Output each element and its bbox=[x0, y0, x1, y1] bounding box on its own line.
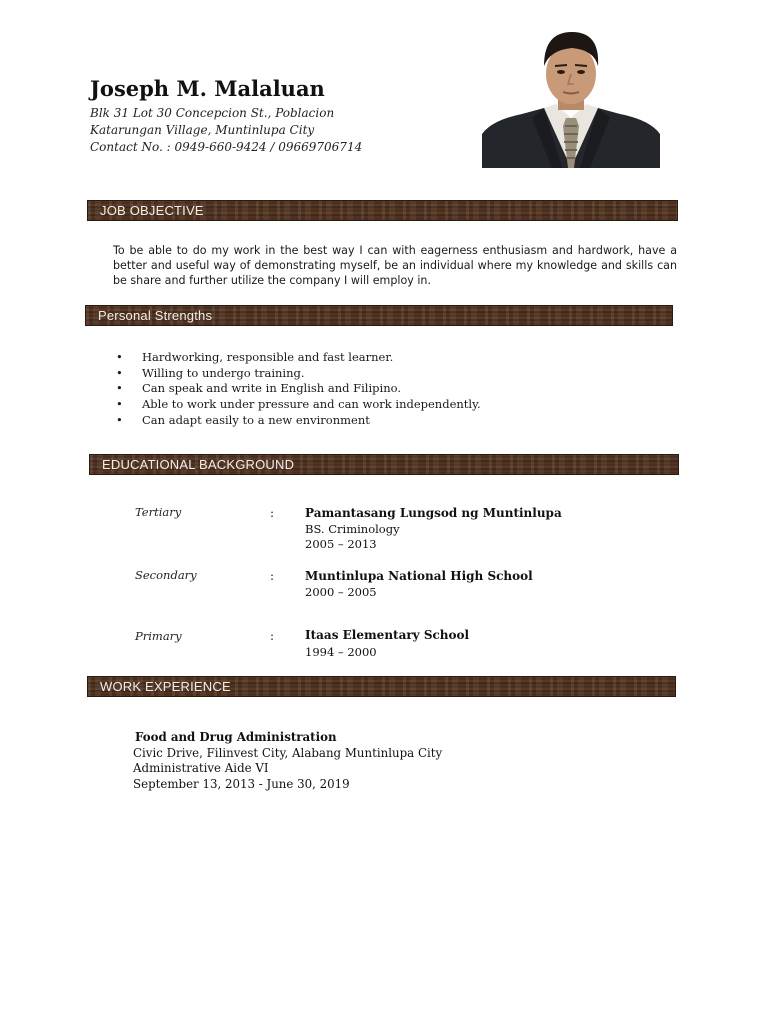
profile-photo bbox=[482, 22, 660, 168]
list-item: • Can speak and write in English and Filipino. bbox=[116, 381, 401, 396]
bullet-icon: • bbox=[116, 412, 123, 427]
edu-school-tertiary: Pamantasang Lungsod ng Muntinlupa bbox=[305, 506, 562, 520]
list-item: • Can adapt easily to a new environment bbox=[116, 412, 370, 427]
address-line-2: Katarungan Village, Muntinlupa City bbox=[90, 123, 315, 137]
section-bar-work-experience bbox=[87, 676, 676, 697]
bullet-icon: • bbox=[116, 397, 123, 412]
edu-course-tertiary: BS. Criminology bbox=[305, 522, 400, 536]
bullet-icon: • bbox=[116, 350, 123, 364]
profile-photo-illustration bbox=[482, 22, 660, 168]
edu-level-tertiary: Tertiary bbox=[135, 505, 182, 519]
edu-level-primary: Primary bbox=[135, 629, 182, 643]
section-title-educational-background: EDUCATIONAL BACKGROUND bbox=[102, 457, 295, 472]
job-objective-text: To be able to do my work in the best way I can with eagerness enthusiasm and hardwork, have a better and useful way of demonstrating myself, be an individual where my knowledge and skills can be share and further utilize the company I will employ in. bbox=[113, 244, 677, 287]
list-item: • Hardworking, responsible and fast learner. bbox=[116, 350, 394, 364]
work-period: September 13, 2013 - June 30, 2019 bbox=[133, 777, 350, 791]
section-bar-educational-background bbox=[89, 454, 679, 475]
section-title-personal-strengths: Personal Strengths bbox=[98, 308, 213, 323]
contact-number: Contact No. : 0949-660-9424 / 09669706714 bbox=[90, 140, 363, 154]
edu-years-tertiary: 2005 – 2013 bbox=[305, 537, 377, 551]
section-title-job-objective: JOB OBJECTIVE bbox=[100, 203, 204, 218]
edu-years-secondary: 2000 – 2005 bbox=[305, 585, 377, 599]
bullet-icon: • bbox=[116, 381, 123, 396]
edu-colon: : bbox=[270, 629, 275, 643]
section-bar-job-objective bbox=[87, 200, 678, 221]
edu-level-secondary: Secondary bbox=[135, 568, 197, 582]
edu-school-secondary: Muntinlupa National High School bbox=[305, 569, 533, 583]
list-item: • Willing to undergo training. bbox=[116, 365, 305, 380]
list-item: • Able to work under pressure and can work independently. bbox=[116, 397, 481, 412]
applicant-name: Joseph M. Malaluan bbox=[90, 76, 325, 101]
work-address: Civic Drive, Filinvest City, Alabang Muntinlupa City bbox=[133, 746, 443, 760]
work-company: Food and Drug Administration bbox=[135, 730, 337, 744]
edu-years-primary: 1994 – 2000 bbox=[305, 645, 377, 659]
edu-colon: : bbox=[270, 569, 275, 583]
edu-school-primary: Itaas Elementary School bbox=[305, 628, 470, 642]
address-line-1: Blk 31 Lot 30 Concepcion St., Poblacion bbox=[90, 106, 335, 120]
section-bar-personal-strengths bbox=[85, 305, 673, 326]
work-position: Administrative Aide VI bbox=[133, 761, 269, 775]
strengths-list bbox=[116, 350, 481, 429]
section-title-work-experience: WORK EXPERIENCE bbox=[100, 679, 231, 694]
bullet-icon: • bbox=[116, 365, 123, 380]
edu-colon: : bbox=[270, 506, 275, 520]
